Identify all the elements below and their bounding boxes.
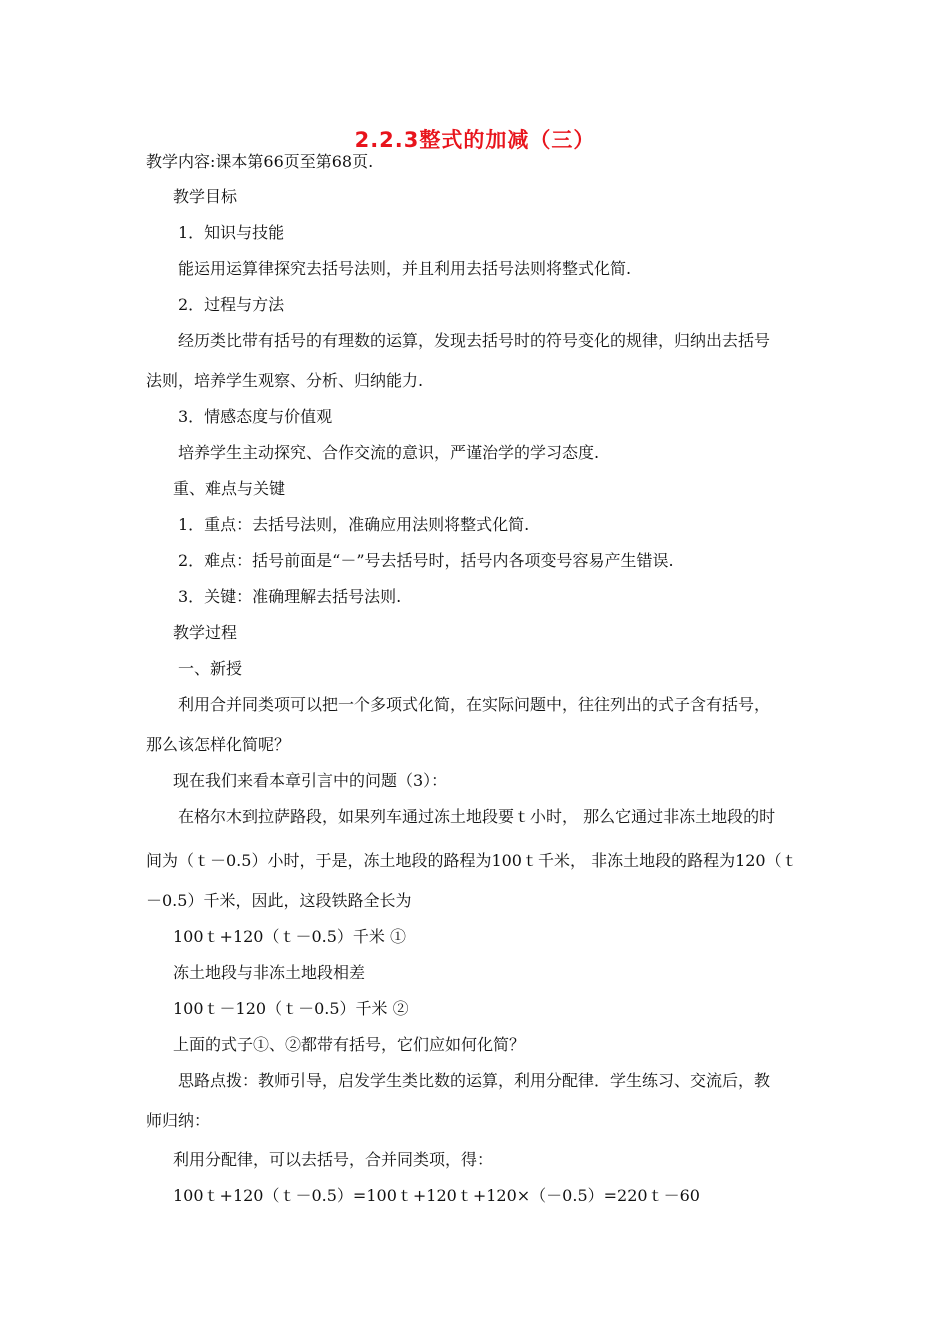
section-heading-key-points: 重、难点与关键: [173, 479, 286, 498]
paragraph-line: 培养学生主动探究、合作交流的意识，严谨治学的学习态度.: [178, 443, 600, 462]
paragraph-line: 上面的式子①、②都带有括号，它们应如何化简？: [173, 1035, 526, 1054]
objective-heading-attitude: 3．情感态度与价值观: [178, 407, 333, 426]
paragraph-line: 在格尔木到拉萨路段，如果列车通过冻土地段要ｔ小时， 那么它通过非冻土地段的时: [178, 807, 776, 826]
section-heading-process: 教学过程: [173, 623, 238, 642]
key-point-item: 1．重点：去括号法则，准确应用法则将整式化简.: [178, 515, 530, 534]
subsection-heading-new-lesson: 一、新授: [178, 659, 243, 678]
section-heading-objectives: 教学目标: [173, 187, 238, 206]
paragraph-line: 那么该怎样化简呢？: [146, 735, 291, 754]
paragraph-line: 法则，培养学生观察、分析、归纳能力.: [146, 371, 424, 390]
key-point-item: 2．难点：括号前面是“－”号去括号时，括号内各项变号容易产生错误.: [178, 551, 674, 570]
paragraph-line: 冻土地段与非冻土地段相差: [173, 963, 366, 982]
objective-heading-knowledge: 1．知识与技能: [178, 223, 285, 242]
formula-line: 100ｔ－120（ｔ－0.5）千米 ②: [173, 999, 409, 1018]
paragraph-line: 利用合并同类项可以把一个多项式化简，在实际问题中，往往列出的式子含有括号，: [178, 695, 771, 714]
paragraph-line: 间为（ｔ－0.5）小时，于是，冻土地段的路程为100ｔ千米， 非冻土地段的路程为120（ｔ: [146, 851, 798, 870]
document-title: 2.2.3整式的加减（三）: [354, 128, 596, 152]
paragraph-line: －0.5）千米，因此，这段铁路全长为: [146, 891, 412, 910]
lesson-content: 教学内容:课本第66页至第68页.: [146, 152, 374, 171]
paragraph-line: 现在我们来看本章引言中的问题（3）：: [173, 771, 448, 790]
paragraph-line: 思路点拨：教师引导，启发学生类比数的运算，利用分配律．学生练习、交流后，教: [178, 1071, 771, 1090]
formula-line: 100ｔ+120（ｔ－0.5）=100ｔ+120ｔ+120×（－0.5）=220ｔ－60: [173, 1186, 700, 1205]
paragraph-line: 能运用运算律探究去括号法则，并且利用去括号法则将整式化简.: [178, 259, 632, 278]
paragraph-line: 师归纳：: [146, 1111, 211, 1130]
paragraph-line: 经历类比带有括号的有理数的运算，发现去括号时的符号变化的规律，归纳出去括号: [178, 331, 771, 350]
paragraph-line: 利用分配律，可以去括号，合并同类项，得：: [173, 1150, 494, 1169]
formula-line: 100ｔ+120（ｔ－0.5）千米 ①: [173, 927, 407, 946]
objective-heading-process: 2．过程与方法: [178, 295, 285, 314]
key-point-item: 3．关键：准确理解去括号法则.: [178, 587, 402, 606]
